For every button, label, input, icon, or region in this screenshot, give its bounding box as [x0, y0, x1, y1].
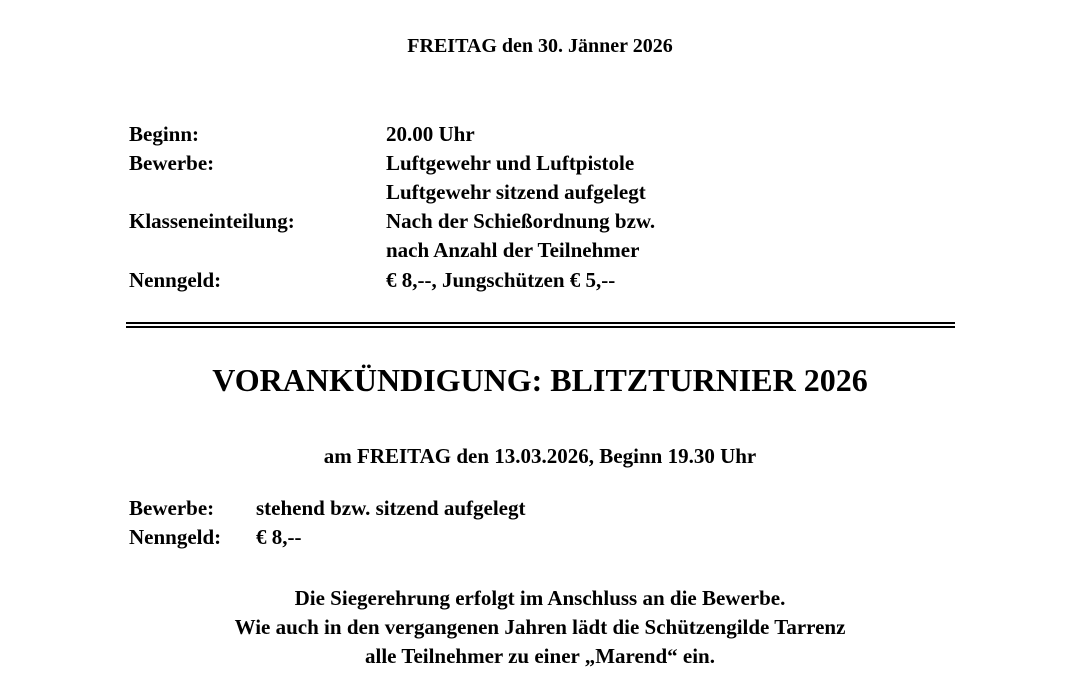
detail-label: Bewerbe: [129, 151, 215, 175]
announcement-title: VORANKÜNDIGUNG: BLITZTURNIER 2026 [212, 362, 868, 398]
detail-value: Luftgewehr und Luftpistole [386, 151, 635, 175]
detail-label: Klasseneinteilung: [129, 209, 295, 233]
detail-value: Nach der Schießordnung bzw. [386, 209, 656, 233]
double-divider [126, 322, 955, 329]
announcement-date-line: am FREITAG den 13.03.2026, Beginn 19.30 Uhr [323, 444, 757, 468]
event-date-heading: FREITAG den 30. Jänner 2026 [407, 35, 673, 57]
detail-value: stehend bzw. sitzend aufgelegt [256, 496, 526, 520]
detail-label: Nenngeld: [129, 268, 222, 292]
divider-rule-bottom [126, 326, 955, 328]
closing-line: alle Teilnehmer zu einer „Marend“ ein. [365, 644, 715, 668]
divider-rule-top [126, 322, 955, 324]
detail-value: € 8,-- [256, 525, 302, 549]
detail-value: Luftgewehr sitzend aufgelegt [386, 180, 646, 204]
detail-value: nach Anzahl der Teilnehmer [386, 238, 640, 262]
detail-value: € 8,--, Jungschützen € 5,-- [386, 268, 616, 292]
detail-label: Beginn: [129, 122, 200, 146]
closing-line: Wie auch in den vergangenen Jahren lädt die Schützengilde Tarrenz [234, 615, 846, 639]
detail-label: Nenngeld: [129, 525, 222, 549]
closing-line: Die Siegerehrung erfolgt im Anschluss an die Bewerbe. [294, 586, 786, 610]
detail-label: Bewerbe: [129, 496, 215, 520]
detail-value: 20.00 Uhr [386, 122, 475, 146]
